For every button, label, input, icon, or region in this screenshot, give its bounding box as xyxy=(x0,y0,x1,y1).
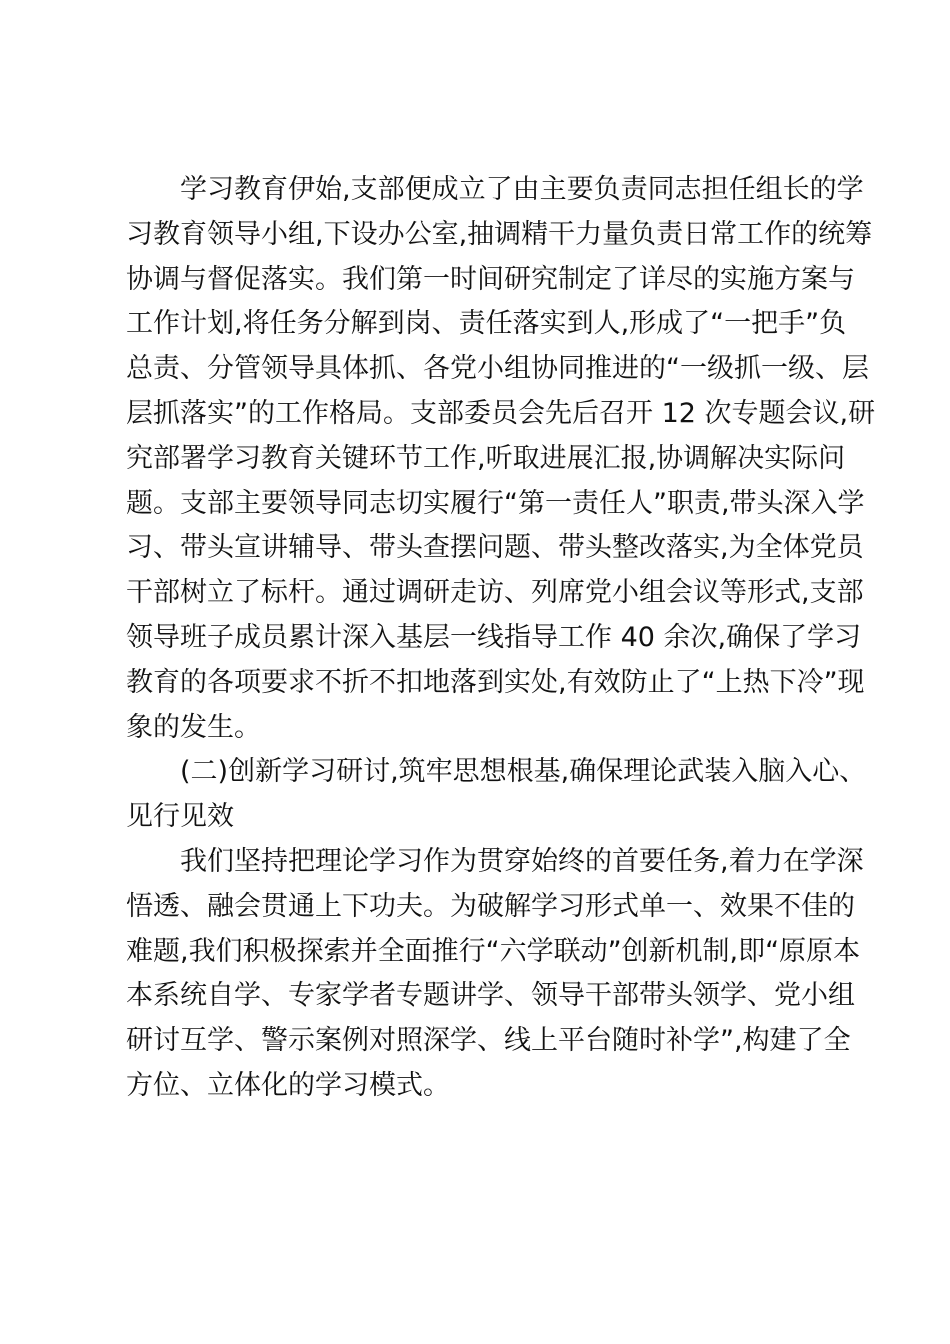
paragraph-party-branch-leadership xyxy=(126,168,876,750)
text-line: 干部树立了标杆。通过调研走访、列席党小组会议等形式,支部 xyxy=(126,577,864,609)
document-body xyxy=(126,168,876,1109)
section-heading-innovative-study xyxy=(126,750,867,840)
text-line: 习教育领导小组,下设办公室,抽调精干力量负责日常工作的统筹 xyxy=(126,218,873,250)
text-line: 领导班子成员累计深入基层一线指导工作 40 余次,确保了学习 xyxy=(126,621,862,653)
text-line: 象的发生。 xyxy=(126,711,261,743)
text-line: 难题,我们积极探索并全面推行“六学联动”创新机制,即“原原本 xyxy=(126,935,861,967)
text-line: 协调与督促落实。我们第一时间研究制定了详尽的实施方案与 xyxy=(126,263,855,295)
text-line: 悟透、融会贯通上下功夫。为破解学习形式单一、效果不佳的 xyxy=(126,890,855,922)
text-line: 方位、立体化的学习模式。 xyxy=(126,1069,450,1101)
text-line: 总责、分管领导具体抓、各党小组协同推进的“一级抓一级、层 xyxy=(126,353,869,385)
text-line: 学习教育伊始,支部便成立了由主要负责同志担任组长的学 xyxy=(180,174,864,205)
text-line: 研讨互学、警示案例对照深学、线上平台随时补学”,构建了全 xyxy=(126,1025,851,1057)
heading-line: 见行见效 xyxy=(126,801,234,833)
text-line: 我们坚持把理论学习作为贯穿始终的首要任务,着力在学深 xyxy=(180,845,864,877)
text-line: 题。支部主要领导同志切实履行“第一责任人”职责,带头深入学 xyxy=(126,487,865,519)
text-line: 本系统自学、专家学者专题讲学、领导干部带头领学、党小组 xyxy=(126,980,855,1012)
text-line: 层抓落实”的工作格局。支部委员会先后召开 12 次专题会议,研 xyxy=(126,397,876,429)
paragraph-six-learning-mechanism xyxy=(126,840,864,1109)
heading-line: (二)创新学习研讨,筑牢思想根基,确保理论武装入脑入心、 xyxy=(180,756,867,788)
text-line: 教育的各项要求不折不扣地落到实处,有效防止了“上热下冷”现 xyxy=(126,666,865,698)
text-line: 工作计划,将任务分解到岗、责任落实到人,形成了“一把手”负 xyxy=(126,308,847,340)
text-line: 习、带头宣讲辅导、带头查摆问题、带头整改落实,为全体党员 xyxy=(126,532,864,564)
text-line: 究部署学习教育关键环节工作,听取进展汇报,协调解决实际问 xyxy=(126,442,846,474)
